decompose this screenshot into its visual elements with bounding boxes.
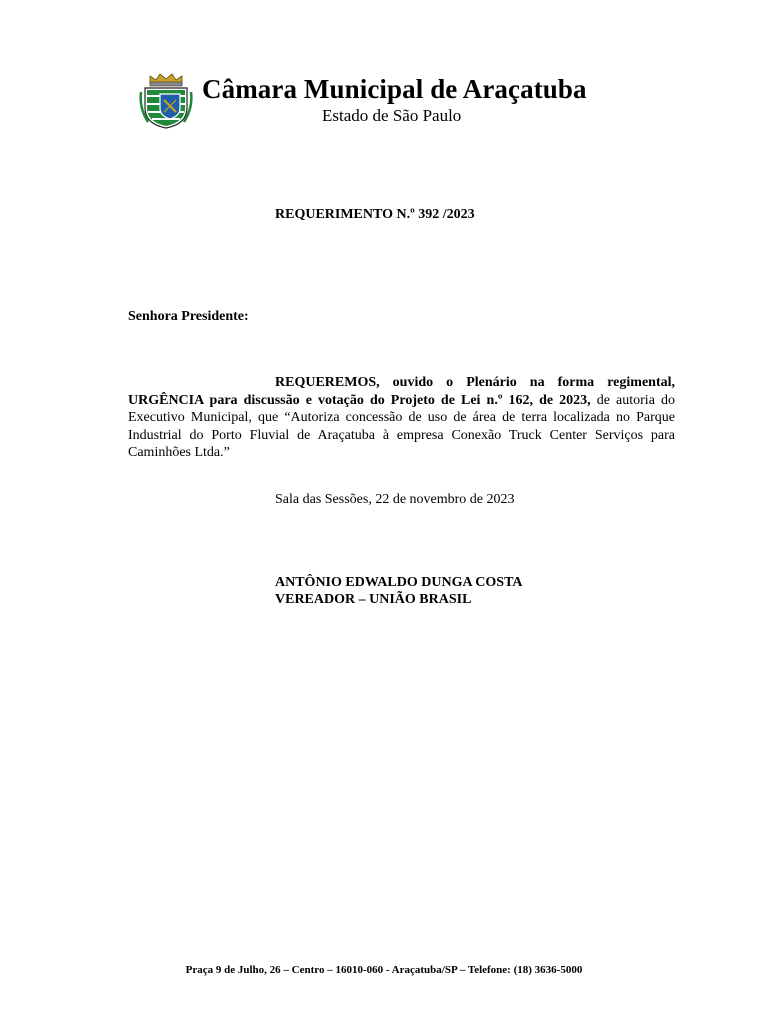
footer-address: Praça 9 de Julho, 26 – Centro – 16010-060 - Araçatuba/SP – Telefone: (18) 3636-5000	[185, 964, 583, 976]
salutation: Senhora Presidente:	[128, 309, 249, 324]
municipal-crest-icon	[138, 72, 194, 130]
signer-name: ANTÔNIO EDWALDO DUNGA COSTA	[275, 575, 523, 590]
letterhead	[138, 70, 638, 132]
document-title: REQUERIMENTO N.º 392 /2023	[275, 207, 475, 222]
place-and-date: Sala das Sessões, 22 de novembro de 2023	[275, 492, 515, 507]
request-body-bold: REQUEREMOS, ouvido o Plenário na forma regimental, URGÊNCIA para discussão e votação do Projeto de Lei n.º 162, de 2023,	[128, 375, 675, 408]
request-body	[128, 374, 675, 462]
organization-name: Câmara Municipal de Araçatuba	[202, 74, 587, 104]
signature-block	[275, 574, 523, 608]
request-body-rest: de autoria do Executivo Municipal, que “Autoriza concessão de uso de área de terra localizada no Parque Industrial do Porto Fluvial de Araçatuba à empresa Conexão Truck Center Serviços para Caminhões Ltda.”	[128, 392, 675, 460]
organization-state: Estado de São Paulo	[322, 106, 462, 125]
signer-role: VEREADOR – UNIÃO BRASIL	[275, 592, 472, 607]
